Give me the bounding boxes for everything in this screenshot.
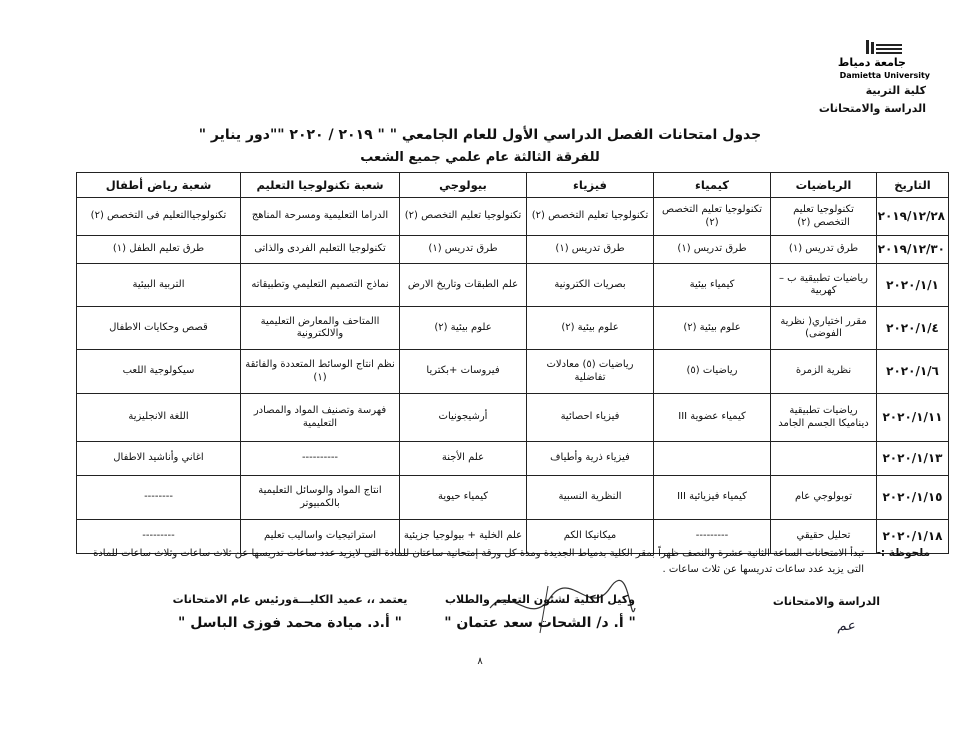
table-cell: فيزياء احصائية xyxy=(527,394,654,442)
table-row xyxy=(77,264,949,307)
note-label: ملحوظة :- xyxy=(876,547,930,559)
date-cell: ٢٠١٩/١٢/٢٨ xyxy=(877,198,949,236)
note-text: تبدأ الامتحانات الساعة الثانية عشرة والنصف ظهراً بمقر الكلية بدمياط الجديدة ومدة كل ورقة إمتحانية ساعتان للمادة التى لايزيد عدد ساعات تدريسها عن ثلاث ساعات وثلاث ساعات للمادة التى يزيد عدد ساعات تدريسها عن ثلاث ساعات . xyxy=(93,548,864,575)
table-cell: استراتيجيات واساليب تعليم xyxy=(241,520,400,554)
table-row xyxy=(77,198,949,236)
page-title: جدول امتحانات الفصل الدراسي الأول للعام الجامعي " " ٢٠١٩ / ٢٠٢٠ ""دور يناير " xyxy=(198,127,762,143)
date-cell: ٢٠٢٠/١/١١ xyxy=(877,394,949,442)
table-cell: -------- xyxy=(77,476,241,520)
signature-department-title: الدراسة والامتحانات xyxy=(772,595,880,608)
table-cell: فيروسات +بكتريا xyxy=(400,350,527,394)
table-cell: رياضيات (٥) xyxy=(654,350,771,394)
table-cell: قصص وحكايات الاطفال xyxy=(77,307,241,350)
table-cell: رياضيات تطبيقية ديناميكا الجسم الجامد xyxy=(771,394,877,442)
table-cell: ---------- xyxy=(241,442,400,476)
table-cell: علم الأجنة xyxy=(400,442,527,476)
logo-english-text: Damietta University xyxy=(839,71,930,80)
table-row xyxy=(77,442,949,476)
table-header-row xyxy=(77,173,949,198)
column-header: التاريخ xyxy=(877,173,949,198)
table-cell: رياضيات تطبيقية ب – كهربية xyxy=(771,264,877,307)
table-cell: طرق تدريس (١) xyxy=(400,236,527,264)
table-cell: علوم بيئية (٢) xyxy=(400,307,527,350)
table-cell: تكنولوجيا تعليم التخصص (٢) xyxy=(527,198,654,236)
table-row xyxy=(77,476,949,520)
table-cell: اللغة الانجليزية xyxy=(77,394,241,442)
exam-schedule-table xyxy=(76,172,949,554)
table-cell: النظرية النسبية xyxy=(527,476,654,520)
table-cell: ميكانيكا الكم xyxy=(527,520,654,554)
table-cell: سيكولوجية اللعب xyxy=(77,350,241,394)
date-cell: ٢٠٢٠/١/٦ xyxy=(877,350,949,394)
date-cell: ٢٠٢٠/١/١٨ xyxy=(877,520,949,554)
department-name: الدراسة والامتحانات xyxy=(818,102,926,115)
table-row xyxy=(77,236,949,264)
table-cell: توبولوجي عام xyxy=(771,476,877,520)
table-cell: انتاج المواد والوسائل التعليمية بالكمبيوتر xyxy=(241,476,400,520)
table-cell: مقرر اختياري( نظرية الفوضى) xyxy=(771,307,877,350)
table-cell: طرق تدريس (١) xyxy=(527,236,654,264)
table-cell: االمتاحف والمعارض التعليمية والالكترونية xyxy=(241,307,400,350)
table-cell: نظرية الزمرة xyxy=(771,350,877,394)
table-cell xyxy=(654,442,771,476)
table-cell: تحليل حقيقي xyxy=(771,520,877,554)
table-cell xyxy=(771,442,877,476)
table-cell: تكنولوجيا التعليم الفردى والذاتى xyxy=(241,236,400,264)
table-cell: علوم بيئية (٢) xyxy=(654,307,771,350)
column-header: شعبة تكنولوجيا التعليم xyxy=(241,173,400,198)
table-cell: تكنولوجيا تعليم التخصص (٢) xyxy=(654,198,771,236)
table-cell: --------- xyxy=(654,520,771,554)
table-row xyxy=(77,307,949,350)
table-cell: طرق تدريس (١) xyxy=(654,236,771,264)
table-cell: كيمياء حيوية xyxy=(400,476,527,520)
column-header: الرياضيات xyxy=(771,173,877,198)
column-header: فيزياء xyxy=(527,173,654,198)
table-cell: تكنولوجيا تعليم التخصص (٢) xyxy=(400,198,527,236)
table-cell: كيمياء فيزيائية III xyxy=(654,476,771,520)
signature-vice-dean-title: وكيل الكلية لشئون التعليم والطلاب xyxy=(445,593,635,606)
table-cell: طرق تدريس (١) xyxy=(771,236,877,264)
column-header: بيولوجي xyxy=(400,173,527,198)
signature-mark: عم xyxy=(837,618,855,634)
page-number: ٨ xyxy=(477,656,483,667)
date-cell: ٢٠٢٠/١/١٥ xyxy=(877,476,949,520)
column-header: شعبة رياض أطفال xyxy=(77,173,241,198)
table-cell: علم الخلية + بيولوجيا جزيئية xyxy=(400,520,527,554)
date-cell: ٢٠٢٠/١/١ xyxy=(877,264,949,307)
column-header: كيمياء xyxy=(654,173,771,198)
table-cell: تكنولوجياالتعليم فى التخصص (٢) xyxy=(77,198,241,236)
signature-dean-title: يعتمد ،، عميد الكليـــةورئيس عام الامتحانات xyxy=(172,593,408,606)
date-cell: ٢٠١٩/١٢/٣٠ xyxy=(877,236,949,264)
date-cell: ٢٠٢٠/١/٤ xyxy=(877,307,949,350)
logo-arabic-text: جامعة دمياط xyxy=(837,56,906,69)
table-cell: بصريات الكترونية xyxy=(527,264,654,307)
table-row xyxy=(77,350,949,394)
table-cell: الدراما التعليمية ومسرحة المناهج xyxy=(241,198,400,236)
table-cell: كيمياء بيئية xyxy=(654,264,771,307)
university-logo xyxy=(814,38,932,82)
table-cell: اغاني وأناشيد الاطفال xyxy=(77,442,241,476)
table-row xyxy=(77,394,949,442)
table-cell: أرشيجونيات xyxy=(400,394,527,442)
table-cell: رياضيات (٥) معادلات تفاضلية xyxy=(527,350,654,394)
table-cell: كيمياء عضوية III xyxy=(654,394,771,442)
page-subtitle: للفرقة الثالثة عام علمي جميع الشعب xyxy=(360,150,600,165)
table-cell: علم الطبقات وتاريخ الارض xyxy=(400,264,527,307)
signature-dean-name: " أ.د. ميادة محمد فوزى الباسل " xyxy=(178,615,402,631)
table-cell: نظم انتاج الوسائط المتعددة والفائقة (١) xyxy=(241,350,400,394)
date-cell: ٢٠٢٠/١/١٣ xyxy=(877,442,949,476)
table-cell: فيزياء ذرية وأطياف xyxy=(527,442,654,476)
table-cell: علوم بيئية (٢) xyxy=(527,307,654,350)
table-cell: فهرسة وتصنيف المواد والمصادر التعليمية xyxy=(241,394,400,442)
table-cell: --------- xyxy=(77,520,241,554)
table-cell: نماذج التصميم التعليمي وتطبيقاته xyxy=(241,264,400,307)
table-cell: تكنولوجيا تعليم التخصص (٢) xyxy=(771,198,877,236)
signature-vice-dean-name: " أ. د/ الشحات سعد عتمان " xyxy=(444,615,636,631)
table-cell: طرق تعليم الطفل (١) xyxy=(77,236,241,264)
faculty-name: كلية التربية xyxy=(865,84,926,97)
table-cell: التربية البيئية xyxy=(77,264,241,307)
